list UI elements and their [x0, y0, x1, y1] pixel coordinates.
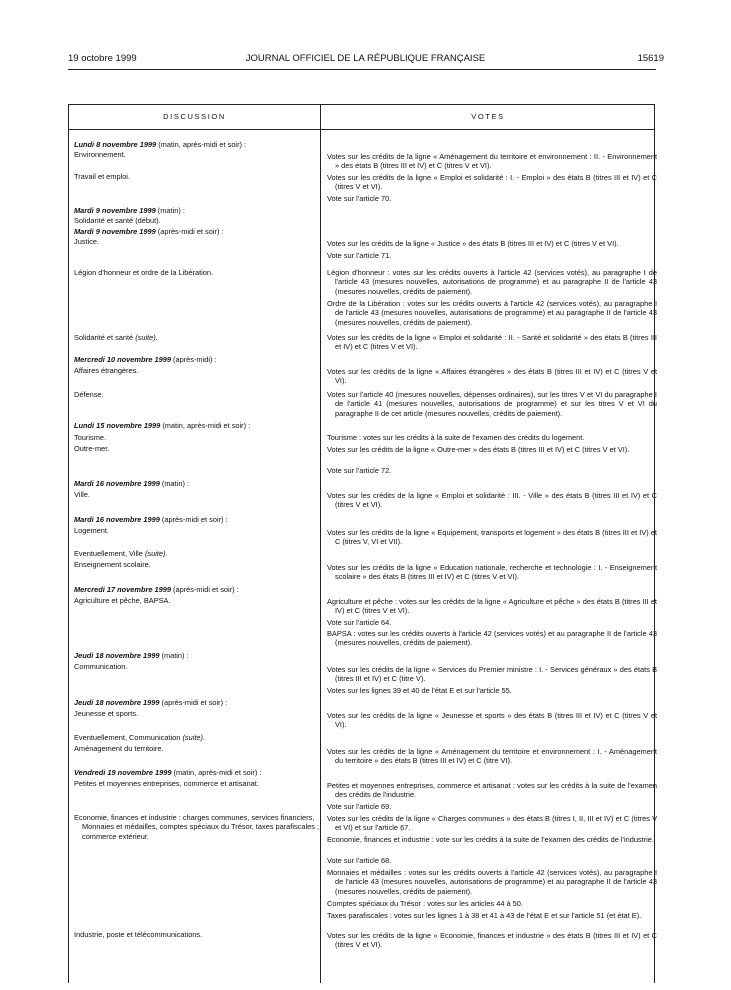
discussion-item: Eventuellement, Communication (suite).: [74, 733, 206, 742]
vote-item: Agriculture et pêche : votes sur les crédits de la ligne « Agriculture et pêche » des états B (titres III et IV) et C (titres V et VI).: [327, 597, 657, 616]
vote-item: Tourisme : votes sur les crédits à la suite de l'examen des crédits du logement.: [327, 433, 585, 442]
discussion-item: Enseignement scolaire.: [74, 560, 151, 569]
day-heading: Vendredi 19 novembre 1999 (matin, après-midi et soir) :: [74, 768, 262, 777]
vote-item: Monnaies et médailles : votes sur les crédits ouverts à l'article 42 (services votés), au paragraphe I de l'article 43 (mesures nouvelles, autorisations de programme) et au paragraphe II de l'article 43 (mesures nouvelles, crédits de paiement).: [327, 868, 657, 896]
page-number: 15619: [637, 53, 664, 64]
vote-item: Votes sur les crédits de la ligne « Emploi et solidarité : I. - Emploi » des états B (titres III et IV) et C (titres V et VI).: [327, 173, 657, 192]
day-heading: Jeudi 18 novembre 1999 (matin) :: [74, 651, 189, 660]
vote-item: Votes sur les crédits de la ligne « Justice » des états B (titres III et IV) et C (titres V et VI).: [327, 239, 619, 248]
vote-item: Votes sur l'article 40 (mesures nouvelles, dépenses ordinaires), sur les titres V et VI du paragraphe I de l'article 41 (mesures nouvelles, autorisations de programme) et sur les titres V et VI du paragraphe II de cet article (mesures nouvelles, crédits de paiement).: [327, 390, 657, 418]
vote-item: Vote sur l'article 71.: [327, 251, 392, 260]
vote-item: Légion d'honneur : votes sur les crédits ouverts à l'article 42 (services votés), au paragraphe I de l'article 43 (mesures nouvelles, autorisations de programme) et au paragraphe II de l'article 43 (mesures nouvelles, crédits de paiement).: [327, 268, 657, 296]
vote-item: Votes sur les crédits de la ligne « Economie, finances et industrie » des états B (titres III et IV) et C (titres V et VI).: [327, 931, 657, 950]
discussion-item: Affaires étrangères.: [74, 366, 139, 375]
vote-item: Vote sur l'article 68.: [327, 856, 392, 865]
vote-item: Votes sur les crédits de la ligne « Affaires étrangères » des états B (titres III et IV) et C (titres V et VI).: [327, 367, 657, 386]
day-heading: Mardi 16 novembre 1999 (après-midi et soir) :: [74, 515, 228, 524]
vote-item: Votes sur les crédits de la ligne « Education nationale, recherche et technologie : I. - Enseignement scolaire » des états B (titres III et IV) et C (titres V et VI).: [327, 563, 657, 582]
column-header-votes: VOTES: [471, 112, 505, 121]
vote-item: Votes sur les crédits de la ligne « Aménagement du territoire et environnement : I. - Aménagement du territoire » des états B (titres III et IV) et C (titre VI).: [327, 747, 657, 766]
discussion-item: Jeunesse et sports.: [74, 709, 139, 718]
vote-item: Votes sur les crédits de la ligne « Jeunesse et sports » des états B (titres III et IV) et C (titres V et VI).: [327, 711, 657, 730]
vote-item: Comptes spéciaux du Trésor : votes sur les articles 44 à 50.: [327, 899, 523, 908]
discussion-item: Agriculture et pêche, BAPSA.: [74, 596, 171, 605]
day-heading: Mardi 9 novembre 1999 (après-midi et soir) :: [74, 227, 224, 236]
vote-item: Votes sur les crédits de la ligne « Charges communes » des états B (titres I, II, III et IV) et C (titres V et VI) et sur l'article 67.: [327, 814, 657, 833]
discussion-item: Solidarité et santé (suite).: [74, 333, 158, 342]
vote-item: Vote sur l'article 69.: [327, 802, 392, 811]
discussion-item: Petites et moyennes entreprises, commerce et artisanat.: [74, 779, 259, 788]
header-rule: [68, 69, 656, 70]
vote-item: Votes sur les crédits de la ligne « Emploi et solidarité : III. - Ville » des états B (titres III et IV) et C (titres V et VI).: [327, 491, 657, 510]
discussion-item: Solidarité et santé (début).: [74, 216, 161, 225]
vote-item: Votes sur les crédits de la ligne « Aménagement du territoire et environnement : II. - Environnement » des états B (titres III et IV) et C (titres V et VI).: [327, 152, 657, 171]
discussion-item: Logement.: [74, 526, 109, 535]
vote-item: Vote sur l'article 72.: [327, 466, 392, 475]
discussion-item: Travail et emploi.: [74, 172, 130, 181]
vote-item: Vote sur l'article 70.: [327, 194, 392, 203]
vote-item: Vote sur l'article 64.: [327, 618, 392, 627]
day-heading: Mercredi 17 novembre 1999 (après-midi et soir) :: [74, 585, 239, 594]
day-heading: Lundi 8 novembre 1999 (matin, après-midi et soir) :: [74, 140, 247, 149]
vote-item: Votes sur les crédits de la ligne « Emploi et solidarité : II. - Santé et solidarité » des états B (titres III et IV) et C (titres V et VI).: [327, 333, 657, 352]
discussion-item: Légion d'honneur et ordre de la Libération.: [74, 268, 214, 277]
day-heading: Lundi 15 novembre 1999 (matin, après-midi et soir) :: [74, 421, 251, 430]
vote-item: Votes sur les crédits de la ligne « Equipement, transports et logement » des états B (titres III et IV) et C (titres V, VI et VII).: [327, 528, 657, 547]
discussion-item: Economie, finances et industrie : charges communes, services financiers, Monnaies et médailles, comptes spéciaux du Trésor, taxes parafiscales ; commerce extérieur.: [74, 813, 320, 841]
discussion-item: Aménagement du territoire.: [74, 744, 164, 753]
vote-item: Ordre de la Libération : votes sur les crédits ouverts à l'article 42 (services votés), au paragraphe I de l'article 43 (mesures nouvelles, autorisations de programme) et au paragraphe II de l'article 43 (mesures nouvelles, crédits de paiement).: [327, 299, 657, 327]
vote-item: Economie, finances et industrie : vote sur les crédits à la suite de l'examen des crédits de l'industrie.: [327, 835, 654, 844]
column-divider: [320, 105, 321, 983]
vote-item: Votes sur les crédits de la ligne « Services du Premier ministre : I. - Services généraux » des états B (titres III et IV) et C (titre V).: [327, 665, 657, 684]
discussion-item: Justice.: [74, 237, 100, 246]
header-date: 19 octobre 1999: [68, 53, 137, 64]
vote-item: BAPSA : votes sur les crédits ouverts à l'article 42 (services votés) et au paragraphe II de l'article 43 (mesures nouvelles, crédits de paiement).: [327, 629, 657, 648]
vote-item: Petites et moyennes entreprises, commerce et artisanat : votes sur les crédits à la suite de l'examen des crédits de l'industrie.: [327, 781, 657, 800]
column-header-rule: [69, 129, 654, 130]
day-heading: Mercredi 10 novembre 1999 (après-midi) :: [74, 355, 217, 364]
discussion-votes-table: [68, 104, 655, 983]
day-heading: Mardi 16 novembre 1999 (matin) :: [74, 479, 190, 488]
discussion-item: Tourisme.: [74, 433, 107, 442]
vote-item: Votes sur les crédits de la ligne « Outre-mer » des états B (titres III et IV) et C (titres V et VI).: [327, 445, 630, 454]
column-header-discussion: DISCUSSION: [163, 112, 226, 121]
discussion-item: Eventuellement, Ville (suite).: [74, 549, 168, 558]
vote-item: Taxes parafiscales : votes sur les lignes 1 à 38 et 41 à 43 de l'état E et sur l'article 51 (et état E).: [327, 911, 642, 920]
discussion-item: Communication.: [74, 662, 128, 671]
day-heading: Mardi 9 novembre 1999 (matin) :: [74, 206, 185, 215]
discussion-item: Industrie, poste et télécommunications.: [74, 930, 203, 939]
discussion-item: Environnement.: [74, 150, 126, 159]
vote-item: Votes sur les lignes 39 et 40 de l'état E et sur l'article 55.: [327, 686, 512, 695]
discussion-item: Outre-mer.: [74, 444, 110, 453]
discussion-item: Ville.: [74, 490, 90, 499]
journal-title: JOURNAL OFFICIEL DE LA RÉPUBLIQUE FRANÇAISE: [245, 53, 486, 64]
discussion-item: Défense.: [74, 390, 104, 399]
day-heading: Jeudi 18 novembre 1999 (après-midi et soir) :: [74, 698, 228, 707]
